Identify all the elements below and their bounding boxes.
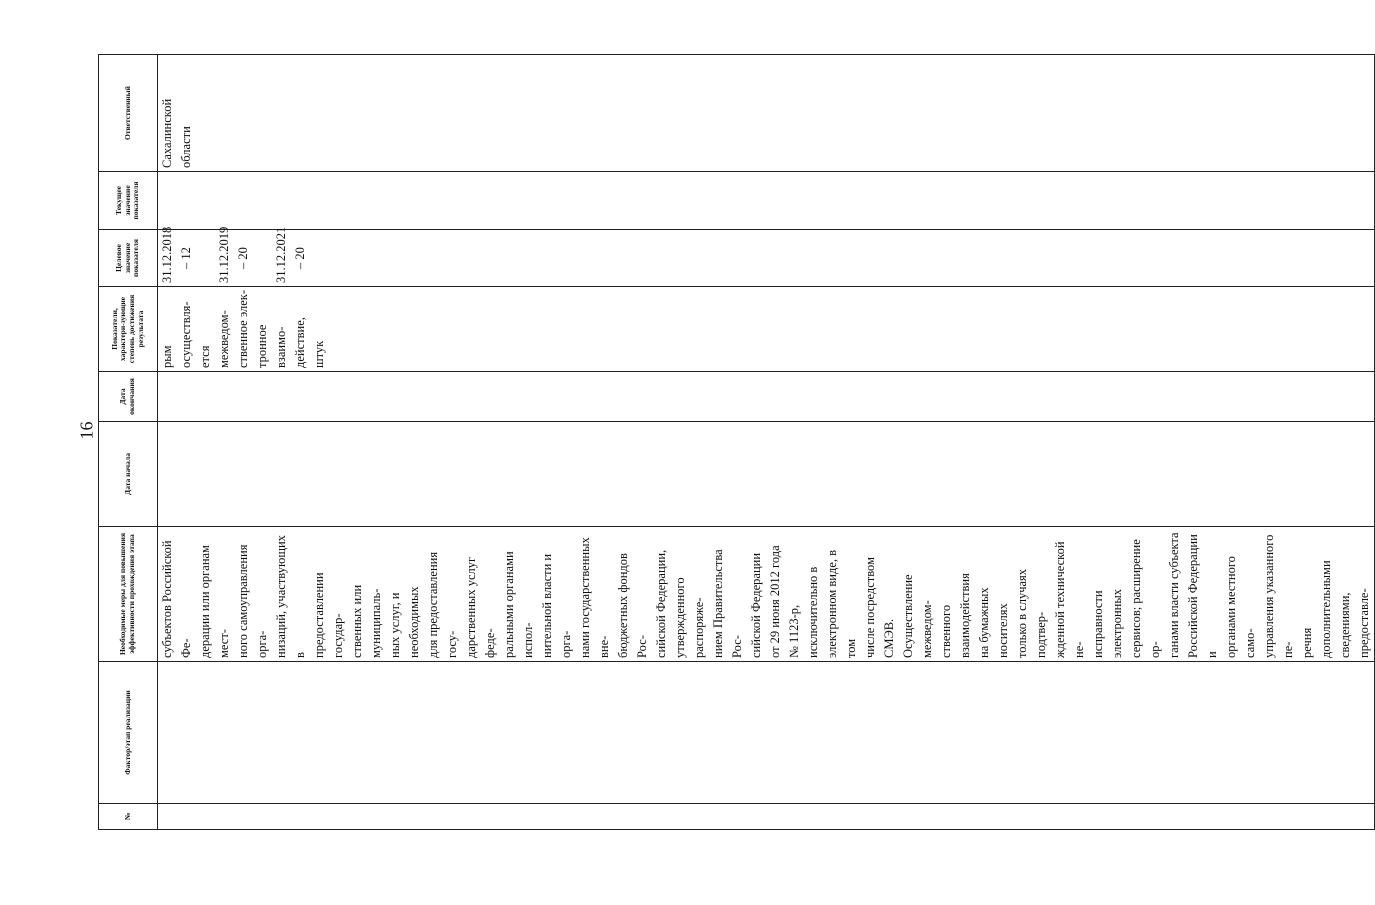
header-measure: Необходимые меры для повышения эффективности прохождения этапа [99,527,158,662]
header-current: Текущее значение показателя [99,172,158,230]
rotated-table-wrapper [98,55,1371,830]
cell-indicator [158,287,1375,372]
cell-target-text: 31.12.2018 – 12 31.12.2019 – 20 31.12.2021 – 20 [160,226,307,283]
header-factor: Фактор/этап реализации [99,662,158,804]
header-target: Целевое значение показателя [99,230,158,287]
table-row [158,55,1375,830]
cell-indicator-text: рым осуществля- ется межведом- ственное элек- тронное взаимо- действие, штук [160,289,326,368]
measures-table [98,54,1375,830]
header-end-date: Дата окончания [99,372,158,422]
header-start-date: Дата начала [99,422,158,527]
cell-start-date [158,422,1375,527]
cell-current [158,172,1375,230]
cell-num [158,804,1375,830]
header-row [99,55,158,830]
cell-factor [158,662,1375,804]
cell-target [158,226,1375,287]
cell-responsible-text: Сахалинской области [160,98,193,168]
header-num: № [99,804,158,830]
cell-responsible [158,55,1375,172]
cell-end-date [158,372,1375,422]
cell-measure-text: субъектов Российской Фе- дерации или органам мест- ного самоуправления орга- низаций, участвующих в предоставлении государ- ственных или муниципаль- ных услуг, и необходимых для предоставления госу- дарственных услуг феде- ральными органами испол- нительной власти и орга- нами государственных вне- бюджетных фондов Рос- сийской Федерации, утвержденного распоряже- нием Правительства Рос- сийской Федерации от 29 июня 2012 года № 1123-р, исключительно в электронном виде, в том числе посредством СМЭВ. Осуществление межведом- ственного взаимодействия на бумажных носителях только в случаях подтвер- жденной технической не- исправности электронных сервисов; расширение ор- ганами власти субъекта Российской Федерации и органами местного само- управления указанного пе- речня дополнительными сведениями, предоставле- [160,532,1371,658]
header-indicator: Показатели, характери-зующие степень достижения результата [99,287,158,372]
cell-measure [158,527,1375,662]
page-number: 16 [76,421,97,440]
header-responsible: Ответственный [99,55,158,172]
